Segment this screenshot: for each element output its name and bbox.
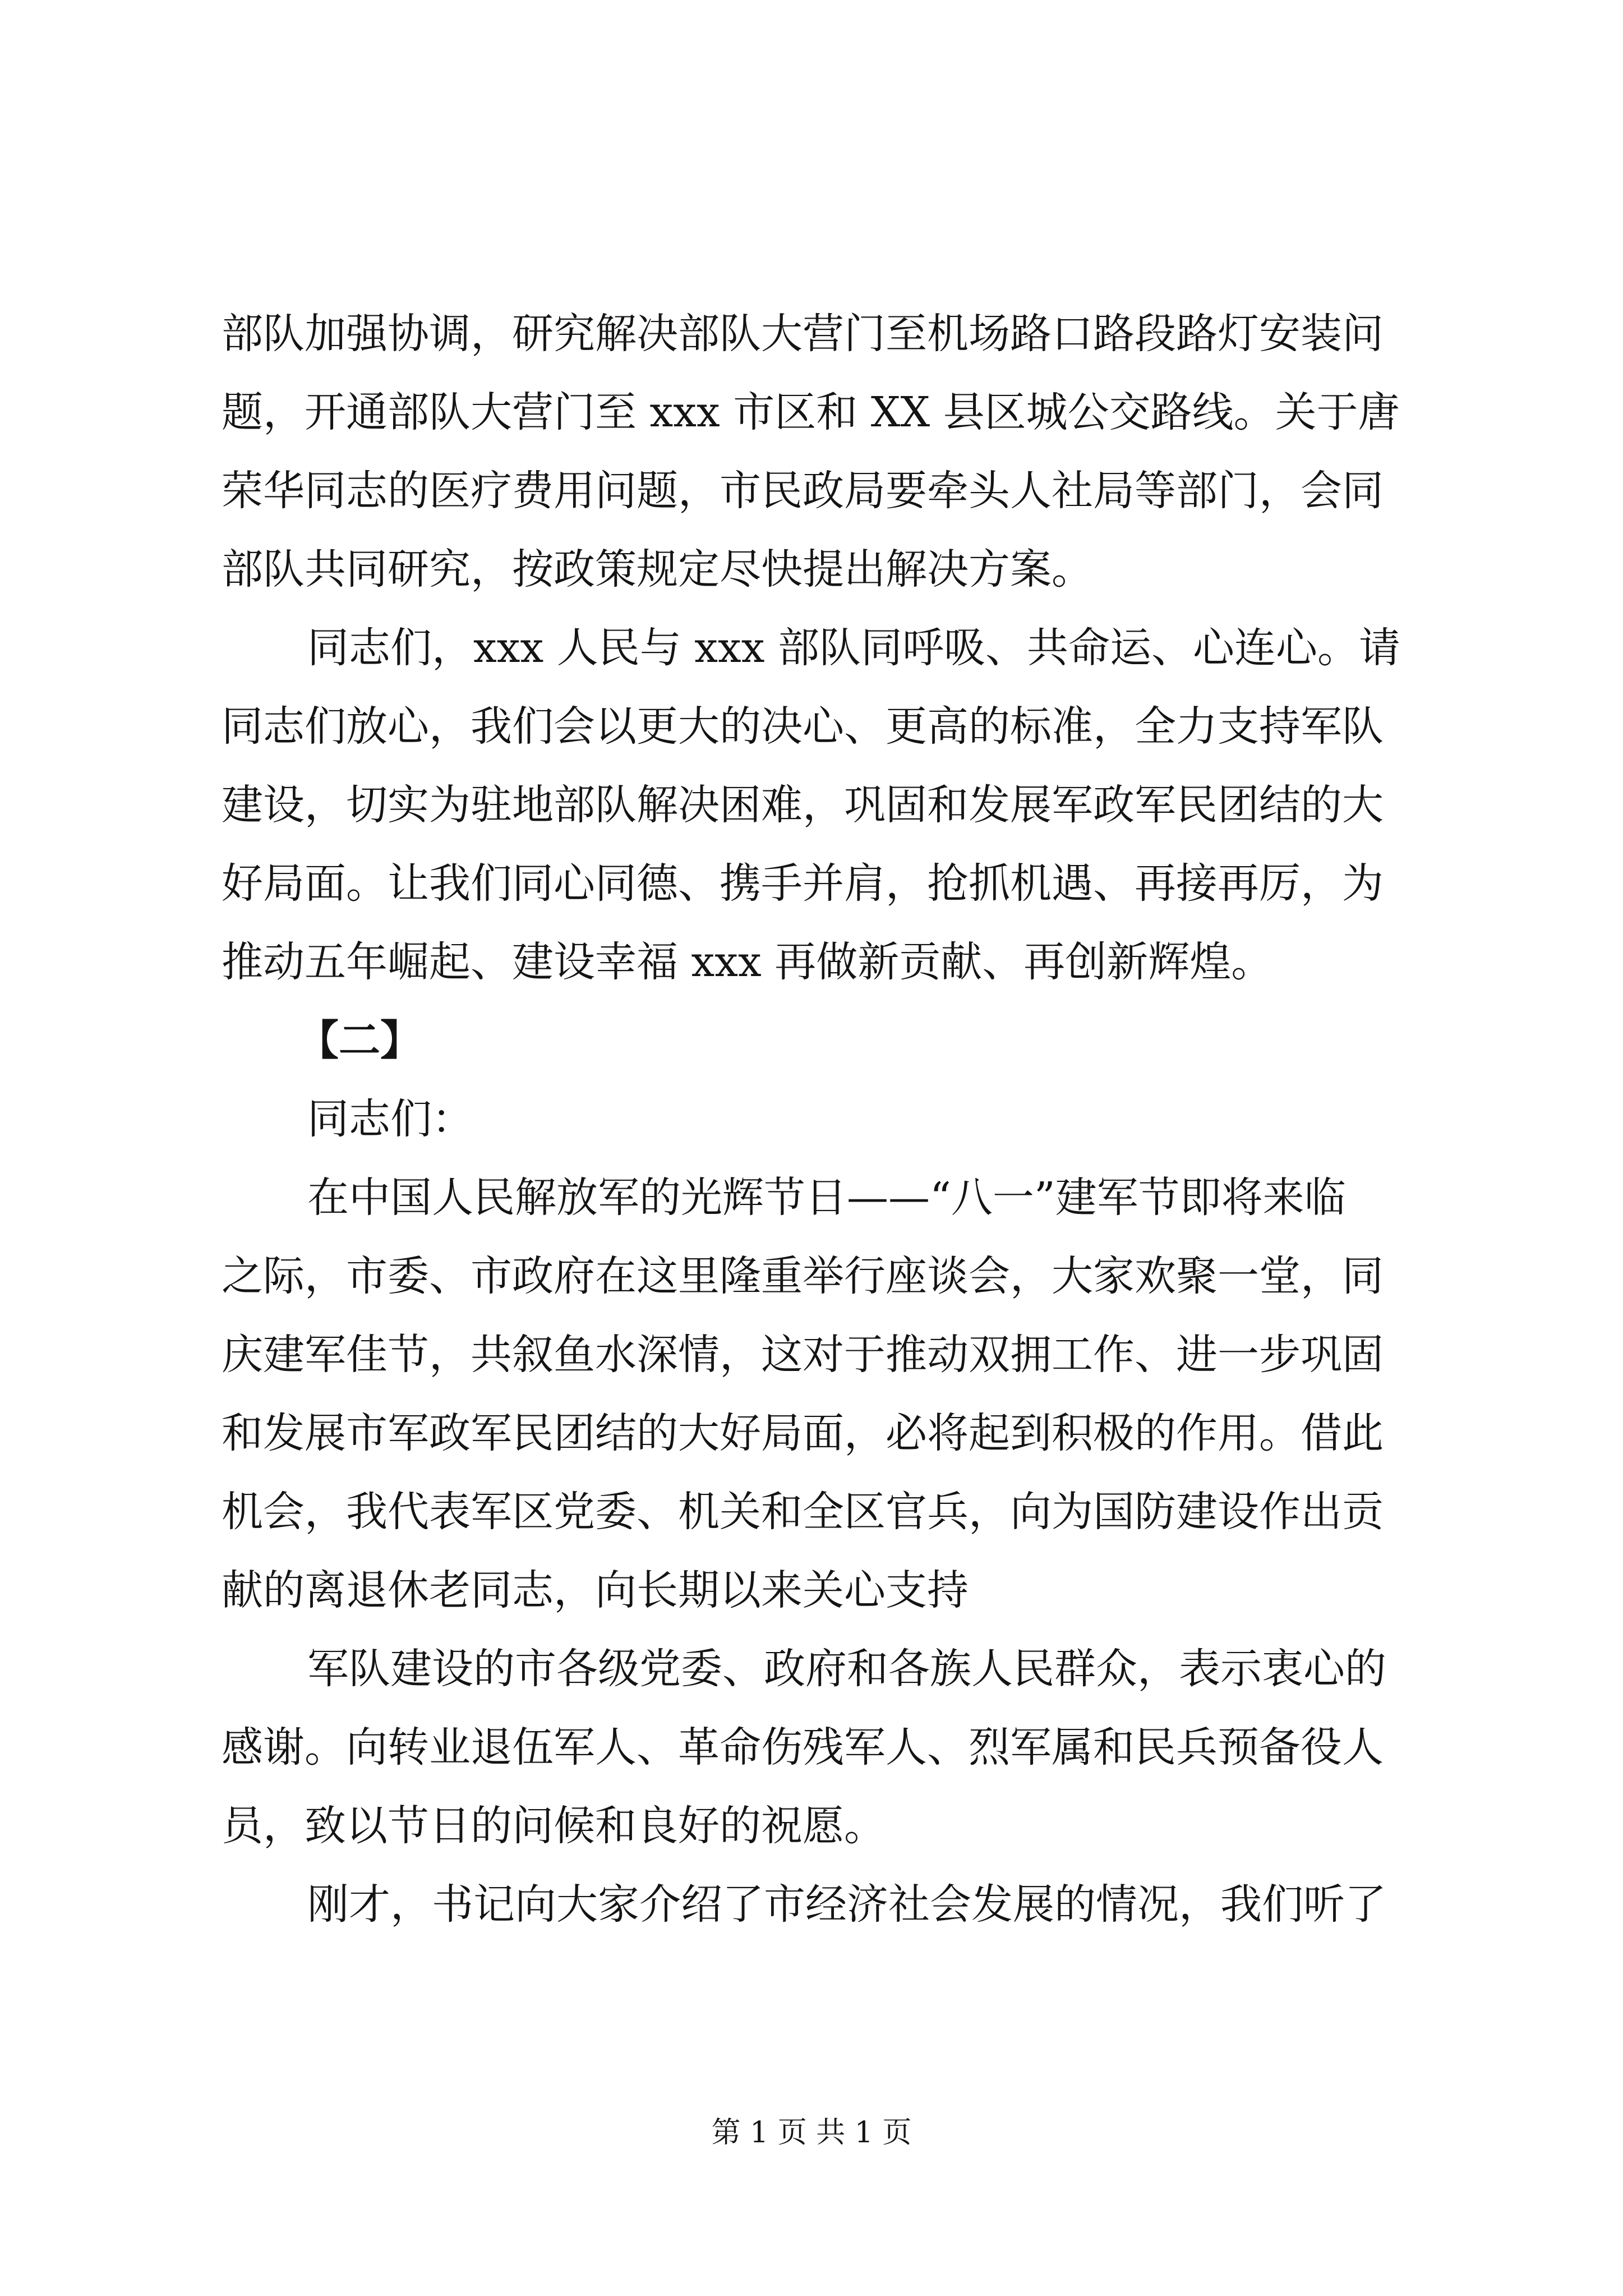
text-line: 推动五年崛起、建设幸福 xxx 再做新贡献、再创新辉煌。 <box>222 938 1273 986</box>
text-line: 和发展市军政军民团结的大好局面，必将起到积极的作用。借此 <box>222 1409 1384 1457</box>
text-line: 庆建军佳节，共叙鱼水深情，这对于推动双拥工作、进一步巩固 <box>222 1331 1384 1379</box>
text-line: 之际，市委、市政府在这里隆重举行座谈会，大家欢聚一堂，同 <box>222 1252 1384 1300</box>
text-line: 同志们，xxx 人民与 xxx 部队同呼吸、共命运、心连心。请 <box>307 624 1400 672</box>
text-line: 部队加强协调，研究解决部队大营门至机场路口路段路灯安装问 <box>222 310 1384 358</box>
text-line: 机会，我代表军区党委、机关和全区官兵，向为国防建设作出贡 <box>222 1488 1384 1536</box>
text-line: 建设，切实为驻地部队解决困难，巩固和发展军政军民团结的大 <box>222 781 1384 829</box>
page-footer: 第 1 页 共 1 页 <box>711 2116 912 2150</box>
text-line: 在中国人民解放军的光辉节日——“八一”建军节即将来临 <box>307 1174 1346 1222</box>
text-line: 感谢。向转业退伍军人、革命伤残军人、烈军属和民兵预备役人 <box>222 1723 1384 1772</box>
text-line: 部队共同研究，按政策规定尽快提出解决方案。 <box>222 545 1093 593</box>
text-line: 荣华同志的医疗费用问题，市民政局要牵头人社局等部门，会同 <box>222 467 1384 515</box>
text-line: 献的离退休老同志，向长期以来关心支持 <box>222 1566 969 1614</box>
text-line: 军队建设的市各级党委、政府和各族人民群众，表示衷心的 <box>307 1645 1386 1693</box>
text-line: 员，致以节日的问候和良好的祝愿。 <box>222 1802 886 1850</box>
text-line: 刚才，书记向大家介绍了市经济社会发展的情况，我们听了 <box>307 1880 1386 1929</box>
text-line: 同志们放心，我们会以更大的决心、更高的标准，全力支持军队 <box>222 702 1384 751</box>
section-heading: 【二】 <box>297 1016 422 1065</box>
text-line: 好局面。让我们同心同德、携手并肩，抢抓机遇、再接再厉，为 <box>222 859 1384 908</box>
text-line: 题，开通部队大营门至 xxx 市区和 XX 县区城公交路线。关于唐 <box>222 388 1400 436</box>
salutation: 同志们： <box>307 1095 473 1143</box>
